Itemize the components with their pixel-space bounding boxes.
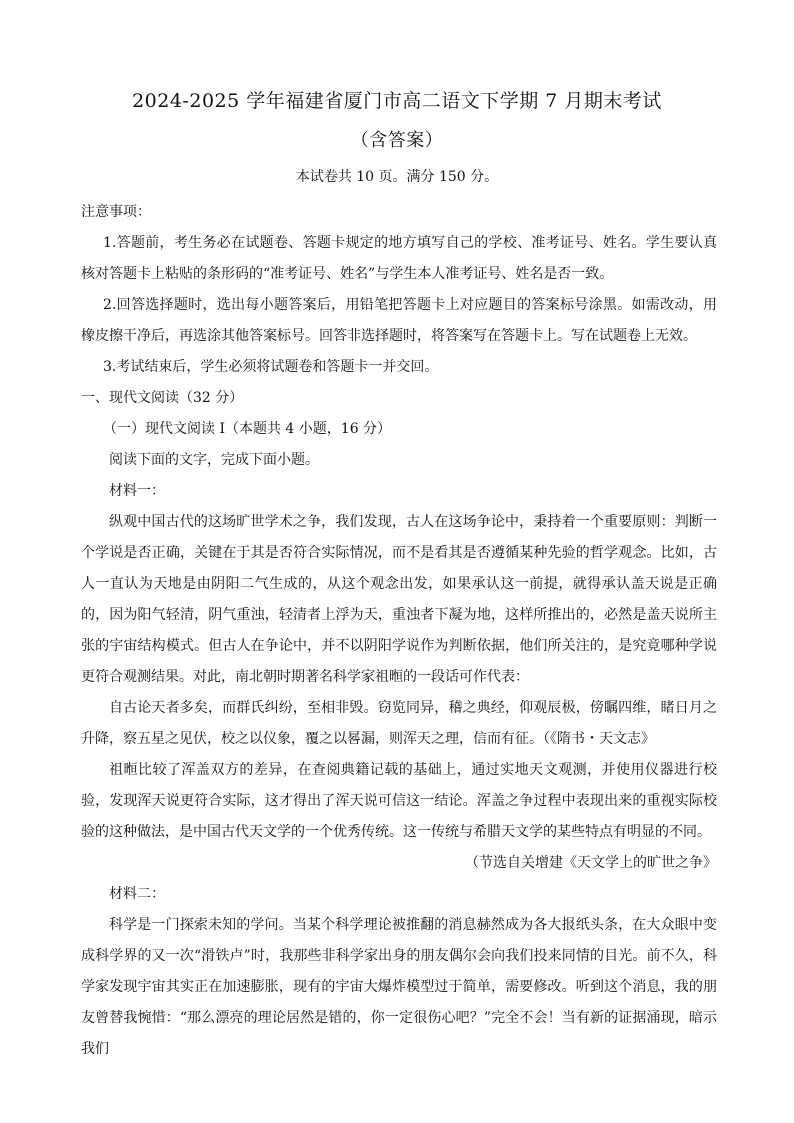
material-1-quote: 自古论天者多矣，而群氏纠纷，至相非毁。窃览同异，稽之典经，仰观辰极，傍瞩四维，睹日月之升降，察五星之见伏，校之以仪象，覆之以晷漏，则浑天之理，信而有征。（《隋书・天文志》 bbox=[81, 700, 717, 747]
reading-instruction: 阅读下面的文字，完成下面小题。 bbox=[109, 452, 319, 468]
subsection-heading: （一）现代文阅读 I（本题共 4 小题，16 分） bbox=[103, 421, 392, 437]
material-2-label: 材料二： bbox=[109, 886, 165, 902]
material-1-paragraph-2: 祖暅比较了浑盖双方的差异，在查阅典籍记载的基础上，通过实地天文观测，并使用仪器进行校验，发现浑天说更符合实际，这才得出了浑天说可信这一结论。浑盖之争过程中表现出来的重视实际校验的这种做法，是中国古代天文学的一个优秀传统。这一传统与希腊天文学的某些特点有明显的不同。 bbox=[81, 762, 717, 840]
material-1-paragraph-1: 纵观中国古代的这场旷世学术之争，我们发现，古人在这场争论中，秉持着一个重要原则：判断一个学说是否正确，关键在于其是否符合实际情况，而不是看其是否遵循某种先验的哲学观念。比如，古人一直认为天地是由阴阳二气生成的，从这个观念出发，如果承认这一前提，就得承认盖天说是正确的，因为阳气轻清，阴气重浊，轻清者上浮为天，重浊者下凝为地，这样所推出的，必然是盖天说所主张的宇宙结构模式。但古人在争论中，并不以阴阳学说作为判断依据，他们所关注的，是究竟哪种学说更符合观测结果。对此，南北朝时期著名科学家祖暅的一段话可作代表： bbox=[81, 514, 717, 685]
notice-heading: 注意事项： bbox=[81, 204, 151, 220]
document-title: 2024-2025 学年福建省厦门市高二语文下学期 7 月期末考试 bbox=[132, 90, 662, 112]
document-body bbox=[81, 197, 717, 1065]
material-1-label: 材料一： bbox=[109, 483, 165, 499]
material-2-paragraph-1: 科学是一门探索未知的学问。当某个科学理论被推翻的消息赫然成为各大报纸头条，在大众眼中变成科学界的又一次“滑铁卢”时，我那些非科学家出身的朋友偶尔会向我们投来同情的目光。前不久，科学家发现宇宙其实正在加速膨胀，现有的宇宙大爆炸模型过于简单，需要修改。听到这个消息，我的朋友曾替我惋惜：“那么漂亮的理论居然是错的，你一定很伤心吧？”完全不会！当有新的证据涌现，暗示我们 bbox=[81, 917, 717, 1057]
document-subtitle: （含答案） bbox=[350, 130, 444, 151]
material-1-source: （节选自关增建《天文学上的旷世之争》 bbox=[465, 855, 717, 871]
notice-item-2: 2.回答选择题时，选出每小题答案后，用铅笔把答题卡上对应题目的答案标号涂黑。如需改动，用橡皮擦干净后，再选涂其他答案标号。回答非选择题时，将答案写在答题卡上。写在试题卷上无效。 bbox=[81, 297, 717, 344]
section-heading: 一、现代文阅读（32 分） bbox=[81, 390, 244, 406]
notice-item-3: 3.考试结束后，学生必须将试题卷和答题卡一并交回。 bbox=[103, 359, 439, 375]
exam-info: 本试卷共 10 页。满分 150 分。 bbox=[295, 169, 499, 185]
notice-item-1: 1.答题前，考生务必在试题卷、答题卡规定的地方填写自己的学校、准考证号、姓名。学生要认真核对答题卡上粘贴的条形码的“准考证号、姓名”与学生本人准考证号、姓名是否一致。 bbox=[81, 235, 717, 282]
